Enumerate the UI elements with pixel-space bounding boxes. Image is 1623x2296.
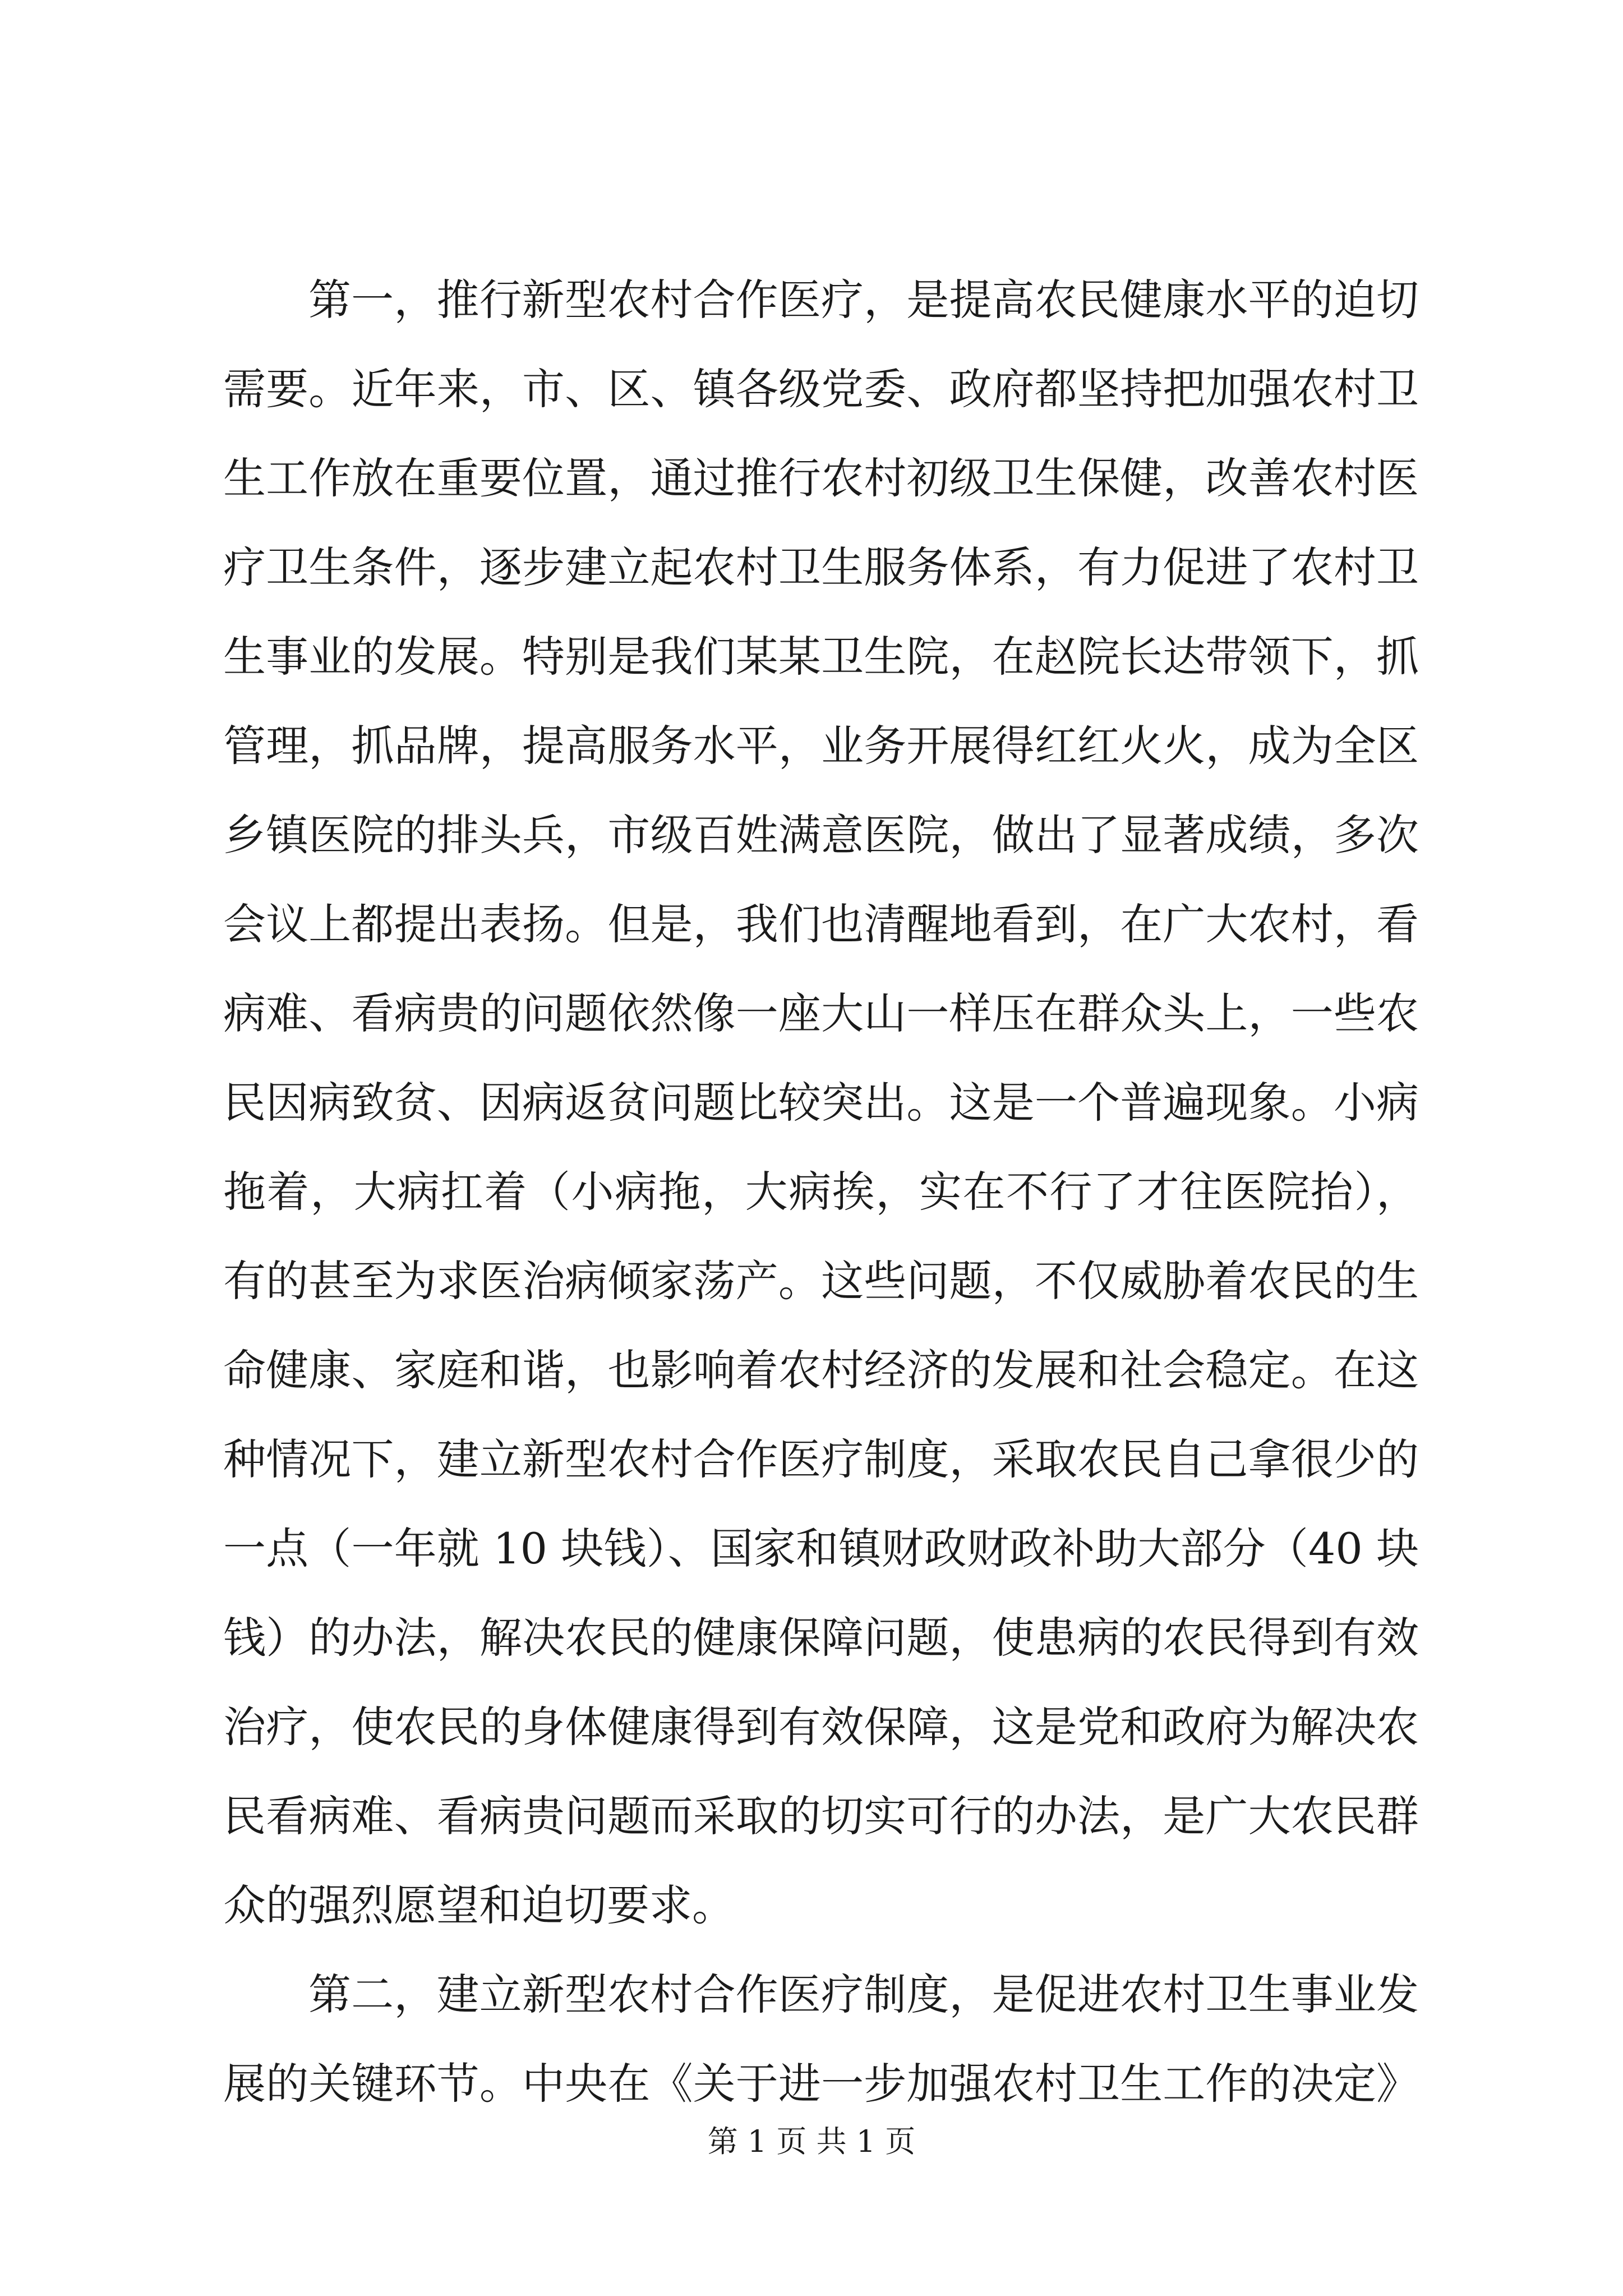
text-line: 乡镇医院的排头兵，市级百姓满意医院，做出了显著成绩，多次 xyxy=(223,810,1419,860)
text-line: 钱）的办法，解决农民的健康保障问题，使患病的农民得到有效 xyxy=(223,1613,1419,1663)
text-line: 有的甚至为求医治病倾家荡产。这些问题，不仅威胁着农民的生 xyxy=(223,1256,1419,1306)
document-body xyxy=(223,255,1419,2128)
text-line: 需要。近年来，市、区、镇各级党委、政府都坚持把加强农村卫 xyxy=(223,364,1419,414)
text-line: 治疗，使农民的身体健康得到有效保障，这是党和政府为解决农 xyxy=(223,1702,1419,1752)
text-line: 一点（一年就 10 块钱）、国家和镇财政财政补助大部分（40 块 xyxy=(223,1524,1419,1573)
paragraph xyxy=(223,1950,1419,2128)
text-line: 民看病难、看病贵问题而采取的切实可行的办法，是广大农民群 xyxy=(223,1791,1419,1841)
text-line: 命健康、家庭和谐，也影响着农村经济的发展和社会稳定。在这 xyxy=(223,1345,1419,1395)
text-line: 疗卫生条件，逐步建立起农村卫生服务体系，有力促进了农村卫 xyxy=(223,542,1419,592)
text-line: 第二，建立新型农村合作医疗制度，是促进农村卫生事业发 xyxy=(308,1970,1419,2019)
text-line: 民因病致贫、因病返贫问题比较突出。这是一个普遍现象。小病 xyxy=(223,1078,1419,1128)
text-line: 生工作放在重要位置，通过推行农村初级卫生保健，改善农村医 xyxy=(223,453,1419,503)
text-line: 生事业的发展。特别是我们某某卫生院，在赵院长达带领下，抓 xyxy=(223,632,1419,682)
page-footer: 第 1 页 共 1 页 xyxy=(707,2124,916,2159)
text-line: 展的关键环节。中央在《关于进一步加强农村卫生工作的决定》 xyxy=(223,2059,1419,2109)
text-line: 病难、看病贵的问题依然像一座大山一样压在群众头上，一些农 xyxy=(223,988,1419,1038)
text-line: 会议上都提出表扬。但是，我们也清醒地看到，在广大农村，看 xyxy=(223,899,1419,949)
text-line: 拖着，大病扛着（小病拖，大病挨，实在不行了才往医院抬）， xyxy=(223,1167,1419,1217)
text-line: 管理，抓品牌，提高服务水平，业务开展得红红火火，成为全区 xyxy=(223,721,1419,771)
paragraph xyxy=(223,255,1419,1950)
text-line: 种情况下，建立新型农村合作医疗制度，采取农民自己拿很少的 xyxy=(223,1434,1419,1484)
text-line: 第一，推行新型农村合作医疗，是提高农民健康水平的迫切 xyxy=(308,275,1419,325)
text-line: 众的强烈愿望和迫切要求。 xyxy=(223,1880,735,1930)
